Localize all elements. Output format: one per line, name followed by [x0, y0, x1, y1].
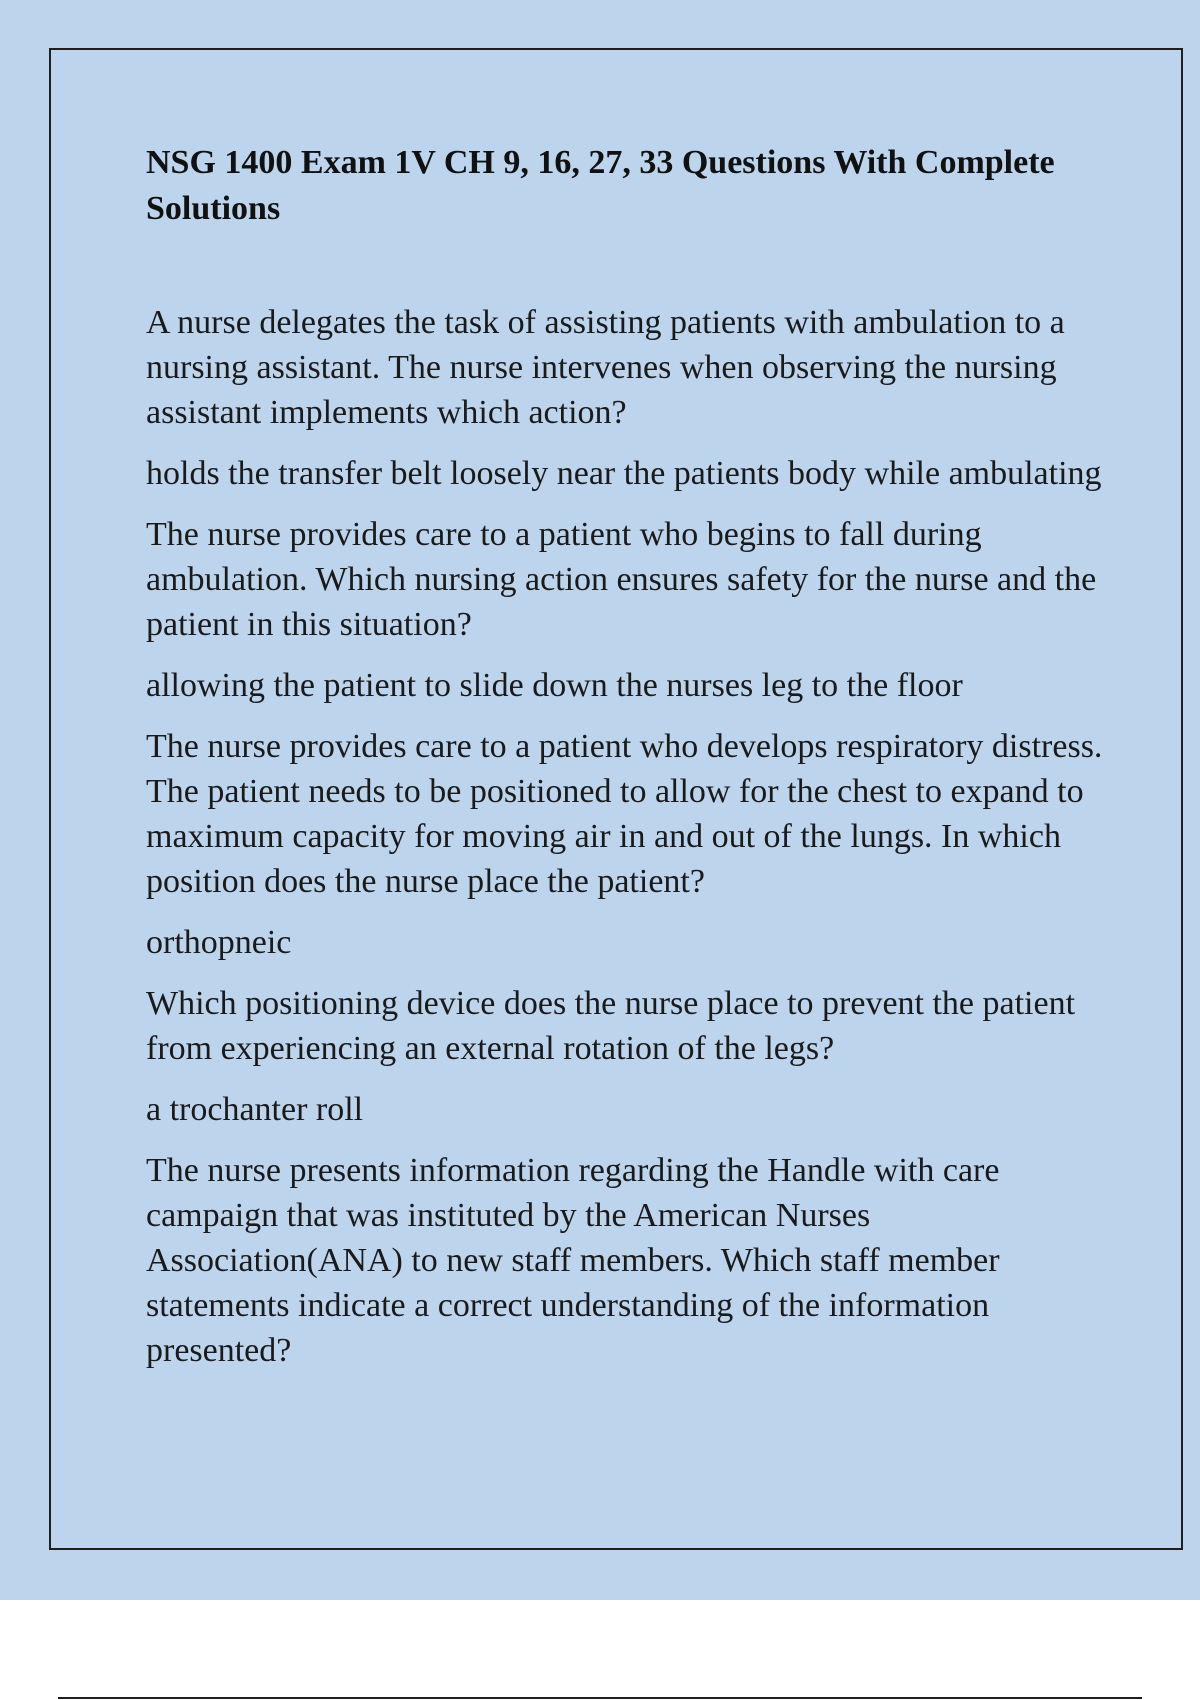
question-1: A nurse delegates the task of assisting patients with ambulation to a nursing assistant. The nurse intervenes when observing the nursing assistant implements which action? [146, 304, 1065, 431]
document-title: NSG 1400 Exam 1V CH 9, 16, 27, 33 Questions With Complete Solutions [146, 144, 1055, 227]
question-2: The nurse provides care to a patient who begins to fall during ambulation. Which nursing action ensures safety for the nurse and the patient in this situation? [146, 516, 1097, 643]
answer-1: holds the transfer belt loosely near the patients body while ambulating [146, 455, 1102, 492]
answer-3: orthopneic [146, 924, 292, 961]
question-3: The nurse provides care to a patient who develops respiratory distress. The patient needs to be positioned to allow for the chest to expand to maximum capacity for moving air in and out of the lungs. In which position does the nurse place the patient? [146, 728, 1103, 900]
footer-divider [58, 1697, 1142, 1699]
answer-2: allowing the patient to slide down the nurses leg to the floor [146, 667, 963, 704]
question-5: The nurse presents information regarding the Handle with care campaign that was instituted by the American Nurses Association(ANA) to new staff members. Which staff member statements indicate a correct understanding of the information presented? [146, 1152, 1000, 1369]
question-4: Which positioning device does the nurse place to prevent the patient from experiencing an external rotation of the legs? [146, 985, 1076, 1067]
document-content [146, 140, 1106, 1389]
answer-4: a trochanter roll [146, 1091, 364, 1128]
